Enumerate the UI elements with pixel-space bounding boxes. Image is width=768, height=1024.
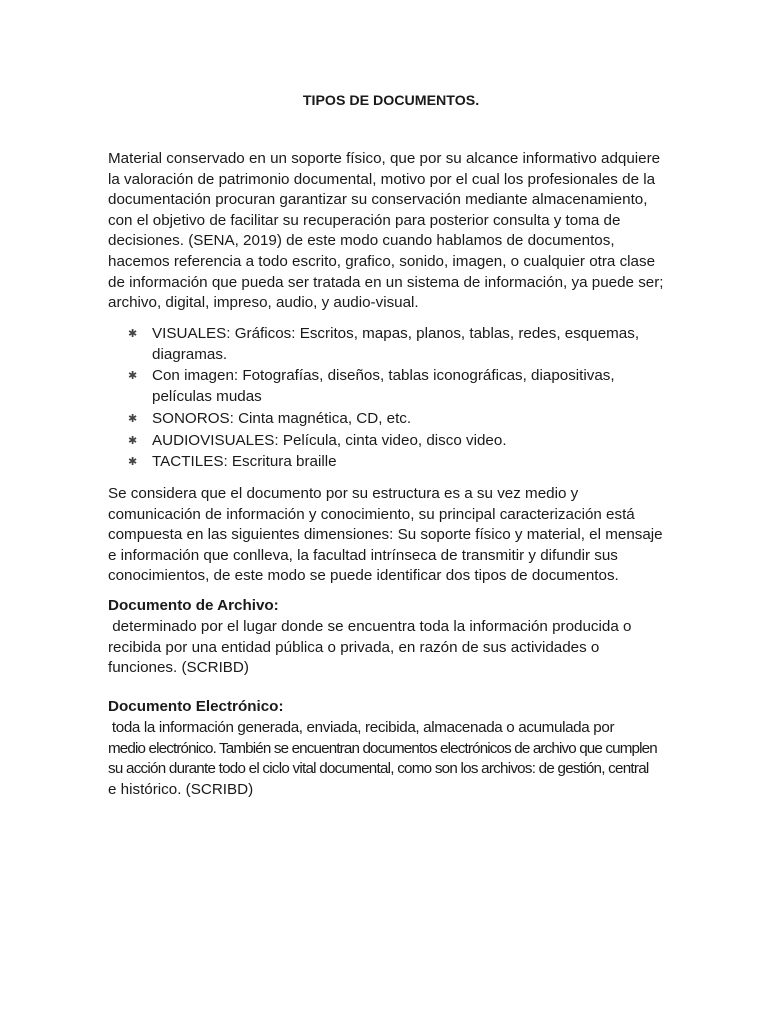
- summary-paragraph: [108, 484, 668, 587]
- list-item-text: diagramas.: [152, 345, 228, 363]
- list-item: [108, 366, 668, 407]
- asterisk-bullet-icon: ✱: [128, 456, 138, 469]
- page-title: TIPOS DE DOCUMENTOS.: [302, 93, 480, 109]
- intro-line: documentación procuran garantizar su conservación mediante almacenamiento,: [108, 191, 648, 209]
- electronico-line: toda la información generada, enviada, recibida, almacenada o acumulada por: [108, 719, 615, 736]
- section-heading-archivo: Documento de Archivo:: [108, 597, 279, 614]
- list-item: [108, 452, 668, 473]
- list-item-text: VISUALES: Gráficos: Escritos, mapas, planos, tablas, redes, esquemas,: [152, 325, 640, 342]
- summary-line: comunicación de información y conocimiento, su principal caracterización está: [108, 505, 635, 523]
- list-item-text: películas mudas: [152, 387, 262, 405]
- section-heading-electronico: Documento Electrónico:: [108, 698, 284, 715]
- summary-line: e información que conlleva, la facultad intrínseca de transmitir y difundir sus: [108, 546, 618, 564]
- electronico-line: su acción durante todo el ciclo vital documental, como son los archivos: de gestión, central: [108, 760, 649, 778]
- list-item: [108, 324, 668, 365]
- summary-line: compuesta en las siguientes dimensiones: Su soporte físico y material, el mensaje: [108, 526, 663, 544]
- intro-line: de información que pueda ser tratada en un sistema de información, ya puede ser;: [108, 273, 664, 291]
- archivo-line: determinado por el lugar donde se encuentra toda la información producida o: [108, 618, 632, 635]
- asterisk-bullet-icon: ✱: [128, 370, 138, 383]
- intro-line: decisiones. (SENA, 2019) de este modo cuando hablamos de documentos,: [108, 232, 615, 250]
- asterisk-bullet-icon: ✱: [128, 328, 138, 340]
- electronico-line: medio electrónico. También se encuentran documentos electrónicos de archivo que cumplen: [108, 739, 657, 757]
- asterisk-bullet-icon: ✱: [128, 434, 138, 447]
- list-item-text: Con imagen: Fotografías, diseños, tablas iconográficas, diapositivas,: [152, 367, 615, 385]
- archivo-line: recibida por una entidad pública o privada, en razón de sus actividades o: [108, 638, 600, 656]
- list-item-text: AUDIOVISUALES: Película, cinta video, disco video.: [152, 431, 507, 449]
- electronico-line: e histórico. (SCRIBD): [108, 780, 254, 798]
- summary-line: Se considera que el documento por su estructura es a su vez medio y: [108, 485, 579, 502]
- list-item: [108, 431, 668, 452]
- document-types-list: [108, 324, 668, 474]
- archivo-paragraph: [108, 617, 668, 679]
- intro-line: archivo, digital, impreso, audio, y audio-visual.: [108, 294, 419, 312]
- intro-line: hacemos referencia a todo escrito, grafico, sonido, imagen, o cualquier otra clase: [108, 252, 656, 270]
- list-item-text: SONOROS: Cinta magnética, CD, etc.: [152, 409, 412, 427]
- intro-line: con el objetivo de facilitar su recuperación para posterior consulta y toma de: [108, 211, 621, 229]
- intro-paragraph: [108, 149, 668, 314]
- intro-line: la valoración de patrimonio documental, motivo por el cual los profesionales de la: [108, 170, 656, 188]
- list-item-text: TACTILES: Escritura braille: [152, 453, 337, 471]
- intro-line: Material conservado en un soporte físico, que por su alcance informativo adquiere: [108, 150, 661, 167]
- electronico-paragraph: [108, 718, 668, 800]
- list-item: [108, 409, 668, 430]
- summary-line: conocimientos, de este modo se puede identificar dos tipos de documentos.: [108, 567, 619, 585]
- archivo-line: funciones. (SCRIBD): [108, 659, 249, 677]
- asterisk-bullet-icon: ✱: [128, 412, 138, 425]
